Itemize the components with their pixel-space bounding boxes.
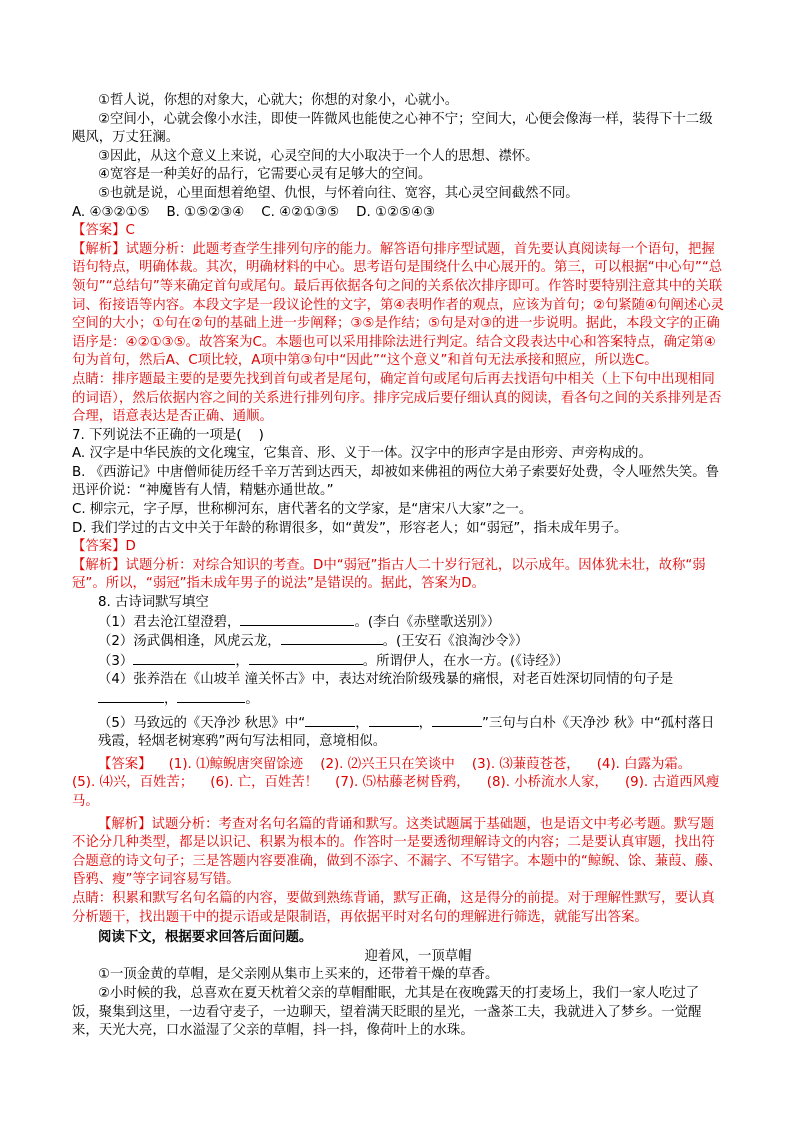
q6-options: A. ④③②①⑤ B. ①⑤②③④ C. ④②①③⑤ D. ①②⑤④③ xyxy=(72,204,435,220)
q8-analysis: 【解析】试题分析：考查对名句名篇的背诵和默写。这类试题属于基础题，也是语文中考必考题。默写题不论分几种类型，都是以识记、积累为根本的。作答时一是要透彻理解诗文的内容；二是要认真审题，找出符合题意的诗文句子；三是答题内容要准确，做到不添字、不漏字、不写错字。本题中的“鲸鲵、馀、蒹葭、藤、昏鸦、瘦”等字词容易写错。 xyxy=(72,816,722,888)
q6-analysis: 【解析】试题分析：此题考查学生排列句序的能力。解答语句排序型试题，首先要认真阅读每一个语句，把握语句特点，明确体裁。其次，明确材料的中心。思考语句是围绕什么中心展开的。第三，可以根据“中心句”“总领句”“总结句”等来确定首句或尾句。最后再依据各句之间的关系依次排序即可。作答时要特别注意其中的关联词、衔接语等内容。本段文字是一段议论性的文字，第④表明作者的观点，应该为首句；②句紧随④句阐述心灵空间的大小；①句在②句的基础上进一步阐释；③⑤是作结；⑤句是对③的进一步说明。据此，本段文字的正确语序是：④②①③⑤。故答案为C。本题也可以采用排除法进行判定。结合文段表达中心和答案特点，确定第④句为首句，然后A、C项比较，A项中第③句中“因此”“这个意义”和首句无法承接和照应，所以选C。 xyxy=(72,241,724,369)
q6-tip: 点睛：排序题最主要的是要先找到首句或者是尾句，确定首句或尾句后再去找语句中相关（上下句中出现相同的词语），然后依据内容之间的关系进行排列句序。排序完成后要仔细认真的阅读，看各句之间的关系排列是否合理，语意表达是否正确、通顺。 xyxy=(72,371,722,425)
q8-title: 8. 古诗词默写填空 xyxy=(98,595,209,611)
document-page xyxy=(72,92,724,1041)
q7-option-c: C. 柳宗元，字子厚，世称柳河东，唐代著名的文学家，是“唐宋八大家”之一。 xyxy=(72,502,533,518)
q8-item-1: （1）君去沧江望澄碧， 。(李白《赤壁歌送别》） xyxy=(98,614,501,630)
sentence-1: ①哲人说，你想的对象大，心就大；你想的对象小，心就小。 xyxy=(98,93,459,108)
q8-answer: 【答案】 (1). ⑴鲸鲵唐突留馀迹 (2). ⑵兴王只在笑谈中 (3). ⑶蒹葭苍苍， (4). 白露为霜。 (5). ⑷兴，百姓苦； (6). 亡，百姓苦！ (7). ⑸枯藤老树昏鸦， (8). 小桥流水人家， (9). 古道西风瘦马。 xyxy=(72,756,720,809)
sentence-3: ③因此，从这个意义上来说，心灵空间的大小取决于一个人的思想、襟怀。 xyxy=(98,148,539,164)
q7-option-a: A. 汉字是中华民族的文化瑰宝，它集音、形、义于一体。汉字中的形声字是由形旁、声旁构成的。 xyxy=(72,446,652,462)
essay-title: 迎着风，一顶草帽 xyxy=(364,948,472,964)
q8-tip: 点睛：积累和默写名句名篇的内容，要做到熟练背诵，默写正确，这是得分的前提。对于理解性默写，要认真分析题干，找出题干中的提示语或是限制语，再依据平时对名句的理解进行筛选，就能写出答案。 xyxy=(72,890,715,925)
sentence-4: ④宽容是一种美好的品行，它需要心灵有足够大的空间。 xyxy=(98,167,432,183)
q7-analysis: 【解析】试题分析：对综合知识的考查。D中“弱冠”指古人二十岁行冠礼，以示成年。因体犹未壮，故称“弱冠”。所以，“弱冠”指未成年男子的说法”是错误的。据此，答案为D。 xyxy=(72,557,706,592)
essay-paragraph-1: ①一顶金黄的草帽，是父亲刚从集市上买来的，还带着干燥的草香。 xyxy=(98,967,499,983)
q7-option-b: B. 《西游记》中唐僧师徒历经千辛万苦到达西天，却被如来佛祖的两位大弟子索要好处费，令人哑然失笑。鲁迅评价说：“神魔皆有人情，精魅亦通世故。” xyxy=(72,464,720,499)
q8-item-4: （4）张养浩在《山坡羊 潼关怀古》中，表达对统治阶级残暴的痛恨，对老百姓深切同情的句子是， 。 xyxy=(98,672,674,707)
q6-answer: 【答案】C xyxy=(72,223,135,239)
q7-option-d: D. 我们学过的古文中关于年龄的称谓很多，如“黄发”，形容老人；如“弱冠”，指未成年男子。 xyxy=(72,520,628,536)
q8-item-3: （3） ， 。所谓伊人，在水一方。(《诗经》） xyxy=(98,653,569,669)
sentence-5: ⑤也就是说，心里面想着绝望、仇恨，与怀着向往、宽容，其心灵空间截然不同。 xyxy=(98,185,579,201)
q7-stem: 7. 下列说法不正确的一项是( ) xyxy=(72,427,264,443)
q8-item-2: （2）汤武偶相逢，风虎云龙， 。(王安石《浪淘沙令》） xyxy=(98,634,529,650)
sentence-2: ②空间小，心就会像小水洼，即使一阵微风也能使之心神不宁；空间大，心便会像海一样，装得下十二级飓风，万丈狂澜。 xyxy=(72,111,713,146)
essay-paragraph-2: ②小时候的我，总喜欢在夏天枕着父亲的草帽酣眠，尤其是在夜晚露天的打麦场上，我们一家人吃过了饭，聚集到这里，一边看守麦子，一边聊天，望着满天眨眼的星光，一盏茶工夫，我就进入了梦乡。一觉醒来，天光大亮，口水溢湿了父亲的草帽，抖一抖，像荷叶上的水珠。 xyxy=(72,985,702,1039)
reading-heading: 阅读下文，根据要求回答后面问题。 xyxy=(98,930,313,946)
q8-item-5: （5）马致远的《天净沙 秋思》中“ ， ， ”三句与白朴《天净沙 秋》中“孤村落日残霞，轻烟老树寒鸦”两句写法相同，意境相似。 xyxy=(98,715,715,750)
q7-answer: 【答案】D xyxy=(72,539,136,555)
